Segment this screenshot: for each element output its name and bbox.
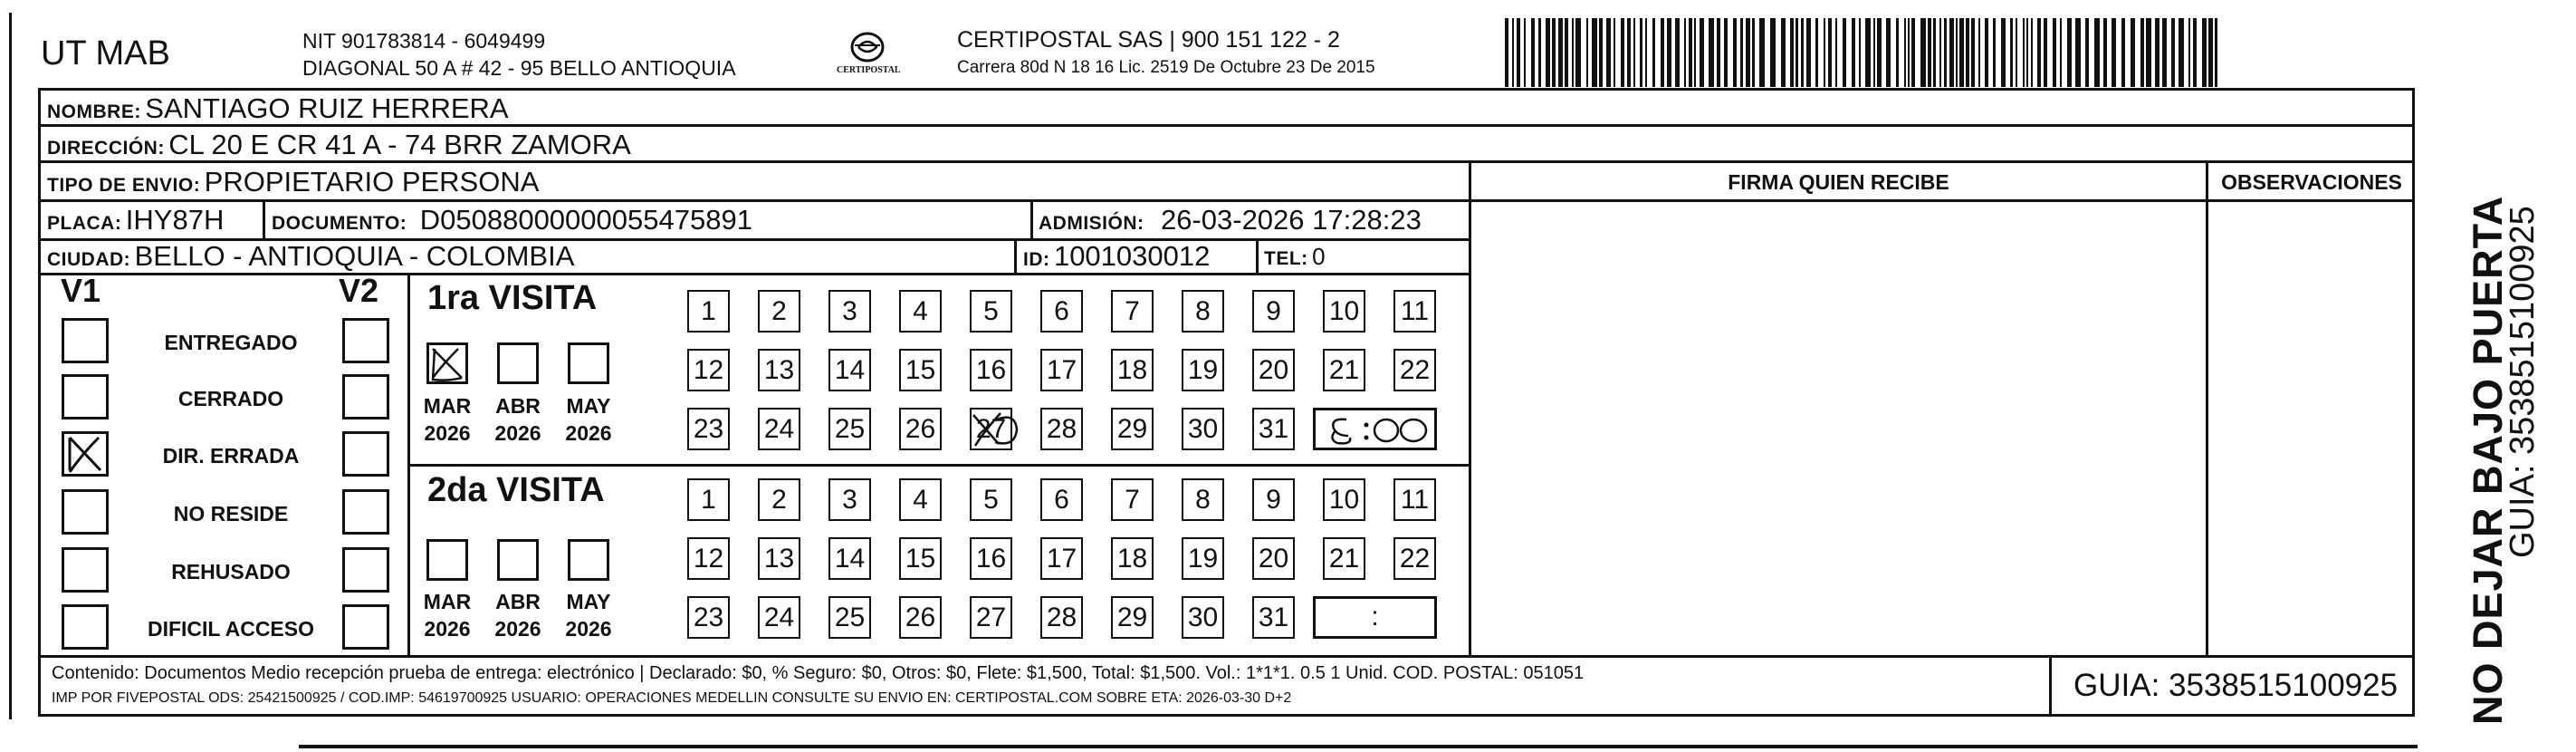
day-box[interactable]: 2	[758, 478, 800, 521]
company-name: UT MAB	[41, 34, 170, 72]
day-box[interactable]: 16	[970, 537, 1012, 580]
v1-checkbox[interactable]	[62, 318, 109, 363]
v2-checkbox[interactable]	[342, 489, 389, 535]
month-checkbox[interactable]	[497, 539, 539, 581]
month-checkbox[interactable]	[426, 539, 468, 581]
day-box[interactable]: 30	[1182, 408, 1224, 450]
day-box[interactable]: 23	[687, 596, 730, 639]
contents-line: Contenido: Documentos Medio recepción prueba de entrega: electrónico | Declarado: $0, % Seguro: $0, Otros: $0, Flete: $1,500, Total: $1,500. Vol.: 1*1*1. 0.5 1 Unid. COD. POSTAL: 051051	[52, 663, 1585, 683]
month-label: ABR	[495, 394, 541, 418]
day-box[interactable]: 3	[828, 478, 871, 521]
day-box[interactable]: 5	[970, 290, 1012, 333]
day-box[interactable]: 10	[1323, 478, 1365, 521]
admission-field	[1039, 204, 1422, 236]
type-row	[47, 166, 539, 198]
month-label: MAY	[566, 394, 611, 418]
day-box[interactable]: 26	[899, 596, 942, 639]
year-label: 2026	[494, 617, 541, 641]
day-box[interactable]: 14	[828, 537, 871, 580]
second-visit-time-box[interactable]: :	[1313, 596, 1437, 639]
v1-checkbox[interactable]	[62, 604, 109, 650]
day-box[interactable]: 8	[1182, 478, 1224, 521]
print-info-line: IMP POR FIVEPOSTAL ODS: 25421500925 / COD.IMP: 54619700925 USUARIO: OPERACIONES MEDELLIN CONSULTE SU ENVIO EN: CERTIPOSTAL.COM SOBRE ETA: 2026-03-30 D+2	[52, 690, 1292, 706]
admission-label: ADMISIÓN:	[1039, 213, 1144, 234]
day-box[interactable]: 22	[1393, 537, 1436, 580]
day-box[interactable]: 20	[1252, 349, 1295, 391]
day-box[interactable]: 14	[828, 349, 871, 391]
month-label: MAR	[423, 394, 472, 418]
year-label: 2026	[494, 421, 541, 445]
day-box[interactable]: 22	[1393, 349, 1436, 391]
day-box[interactable]: 26	[899, 408, 942, 450]
day-box[interactable]: 12	[687, 349, 730, 391]
day-box[interactable]: 15	[899, 349, 942, 391]
status-label: ENTREGADO	[164, 331, 298, 354]
day-box[interactable]: 27	[970, 596, 1012, 639]
left-margin-line	[9, 13, 12, 719]
name-label: NOMBRE:	[47, 101, 141, 122]
v1-checkbox[interactable]	[62, 374, 109, 419]
day-box[interactable]: 18	[1111, 349, 1154, 391]
year-label: 2026	[565, 421, 612, 445]
day-box[interactable]: 29	[1111, 596, 1154, 639]
day-box[interactable]: 30	[1182, 596, 1224, 639]
plate-field	[47, 204, 224, 236]
first-visit-title: 1ra VISITA	[427, 279, 598, 317]
day-box[interactable]: 4	[899, 290, 942, 333]
side-guide-number: GUIA: 3538515100925	[2504, 206, 2542, 558]
day-box[interactable]: 31	[1252, 596, 1295, 639]
day-box[interactable]: 17	[1040, 349, 1083, 391]
bottom-rule	[299, 745, 2418, 748]
barcode	[1505, 18, 2229, 87]
day-box[interactable]: 17	[1040, 537, 1083, 580]
day-box[interactable]: 13	[758, 537, 800, 580]
month-checkbox[interactable]	[497, 342, 539, 384]
tel-field	[1264, 243, 1326, 271]
day-box[interactable]: 13	[758, 349, 800, 391]
day-box[interactable]: 31	[1252, 408, 1295, 450]
month-checkbox[interactable]	[568, 539, 609, 581]
day-box[interactable]: 8	[1182, 290, 1224, 333]
day-box[interactable]: 20	[1252, 537, 1295, 580]
carrier-license: Carrera 80d N 18 16 Lic. 2519 De Octubre 23 De 2015	[957, 58, 1375, 77]
type-label: TIPO DE ENVIO:	[47, 175, 201, 196]
day-box[interactable]: 28	[1040, 408, 1083, 450]
company-address: DIAGONAL 50 A # 42 - 95 BELLO ANTIOQUIA	[302, 56, 736, 80]
day-box[interactable]: 27	[970, 408, 1012, 450]
month-label: ABR	[495, 590, 541, 613]
recipient-address: CL 20 E CR 41 A - 74 BRR ZAMORA	[168, 129, 631, 160]
footer-guide-number: GUIA: 3538515100925	[2073, 668, 2399, 703]
day-box[interactable]: 19	[1182, 349, 1224, 391]
v2-checkbox[interactable]	[342, 431, 389, 477]
city-field	[47, 240, 574, 273]
document-value: D05088000000055475891	[419, 204, 752, 236]
status-label: DIFICIL ACCESO	[147, 617, 314, 641]
day-box[interactable]: 21	[1323, 537, 1365, 580]
day-box[interactable]: 6	[1040, 290, 1083, 333]
year-label: 2026	[424, 617, 471, 641]
v1-header: V1	[61, 272, 101, 309]
id-field	[1023, 240, 1210, 273]
address-label: DIRECCIÓN:	[47, 138, 165, 159]
v2-checkbox[interactable]	[342, 547, 389, 593]
city-label: CIUDAD:	[47, 249, 131, 270]
month-checkbox[interactable]	[426, 342, 468, 384]
city-value: BELLO - ANTIOQUIA - COLOMBIA	[134, 240, 575, 272]
plate-label: PLACA:	[47, 213, 122, 234]
day-box[interactable]: 9	[1252, 478, 1295, 521]
v1-checkbox[interactable]	[62, 431, 109, 477]
day-box[interactable]: 3	[828, 290, 871, 333]
day-box[interactable]: 18	[1111, 537, 1154, 580]
v2-header: V2	[339, 272, 379, 309]
tel-value: 0	[1312, 243, 1326, 270]
document-field	[272, 204, 752, 236]
v2-checkbox[interactable]	[342, 318, 389, 363]
day-box[interactable]: 5	[970, 478, 1012, 521]
day-box[interactable]: 24	[758, 408, 800, 450]
v2-checkbox[interactable]	[342, 604, 389, 650]
day-box[interactable]: 21	[1323, 349, 1365, 391]
day-box[interactable]: 25	[828, 408, 871, 450]
status-label: NO RESIDE	[173, 502, 289, 525]
day-box[interactable]: 11	[1393, 478, 1436, 521]
day-box[interactable]: 1	[687, 478, 730, 521]
plate-value: IHY87H	[125, 204, 225, 236]
recipient-name: SANTIAGO RUIZ HERRERA	[145, 92, 509, 124]
no-leave-under-door: NO DEJAR BAJO PUERTA	[2465, 195, 2511, 725]
year-label: 2026	[424, 421, 471, 445]
day-box[interactable]: 7	[1111, 478, 1154, 521]
id-value: 1001030012	[1053, 240, 1211, 272]
id-label: ID:	[1023, 249, 1050, 270]
observations-header: OBSERVACIONES	[2221, 170, 2402, 194]
tel-label: TEL:	[1264, 248, 1308, 269]
admission-value: 26-03-2026 17:28:23	[1160, 204, 1422, 236]
name-row	[47, 92, 509, 125]
day-box[interactable]: 24	[758, 596, 800, 639]
year-label: 2026	[565, 617, 612, 641]
status-label: DIR. ERRADA	[162, 444, 300, 468]
v1-checkbox[interactable]	[62, 489, 109, 535]
handwritten-time	[1316, 410, 1434, 448]
logo-text: CERTIPOSTAL	[837, 65, 901, 75]
month-label: MAR	[423, 590, 472, 613]
day-box[interactable]: 7	[1111, 290, 1154, 333]
document-label: DOCUMENTO:	[272, 213, 407, 234]
status-label: REHUSADO	[171, 560, 291, 583]
day-box[interactable]: 11	[1393, 290, 1436, 333]
month-label: MAY	[566, 590, 611, 613]
day-box[interactable]: 9	[1252, 290, 1295, 333]
first-visit-time-box[interactable]	[1313, 408, 1437, 450]
address-row	[47, 129, 631, 161]
signature-header: FIRMA QUIEN RECIBE	[1728, 170, 1949, 194]
day-box[interactable]: 29	[1111, 408, 1154, 450]
day-box[interactable]: 16	[970, 349, 1012, 391]
certipostal-logo	[813, 27, 922, 82]
month-checkbox[interactable]	[568, 342, 609, 384]
second-visit-title: 2da VISITA	[427, 471, 605, 509]
day-box[interactable]: 1	[687, 290, 730, 333]
day-box[interactable]: 2	[758, 290, 800, 333]
company-nit: NIT 901783814 - 6049499	[302, 29, 546, 53]
status-label: CERRADO	[177, 387, 284, 410]
day-box[interactable]: 6	[1040, 478, 1083, 521]
shipment-type: PROPIETARIO PERSONA	[204, 166, 540, 198]
day-box[interactable]: 4	[899, 478, 942, 521]
day-box[interactable]: 25	[828, 596, 871, 639]
day-box[interactable]: 12	[687, 537, 730, 580]
day-box[interactable]: 19	[1182, 537, 1224, 580]
day-box[interactable]: 23	[687, 408, 730, 450]
day-box[interactable]: 28	[1040, 596, 1083, 639]
v1-checkbox[interactable]	[62, 547, 109, 593]
carrier-name: CERTIPOSTAL SAS | 900 151 122 - 2	[957, 27, 1340, 53]
v2-checkbox[interactable]	[342, 374, 389, 419]
day-box[interactable]: 15	[899, 537, 942, 580]
day-box[interactable]: 10	[1323, 290, 1365, 333]
